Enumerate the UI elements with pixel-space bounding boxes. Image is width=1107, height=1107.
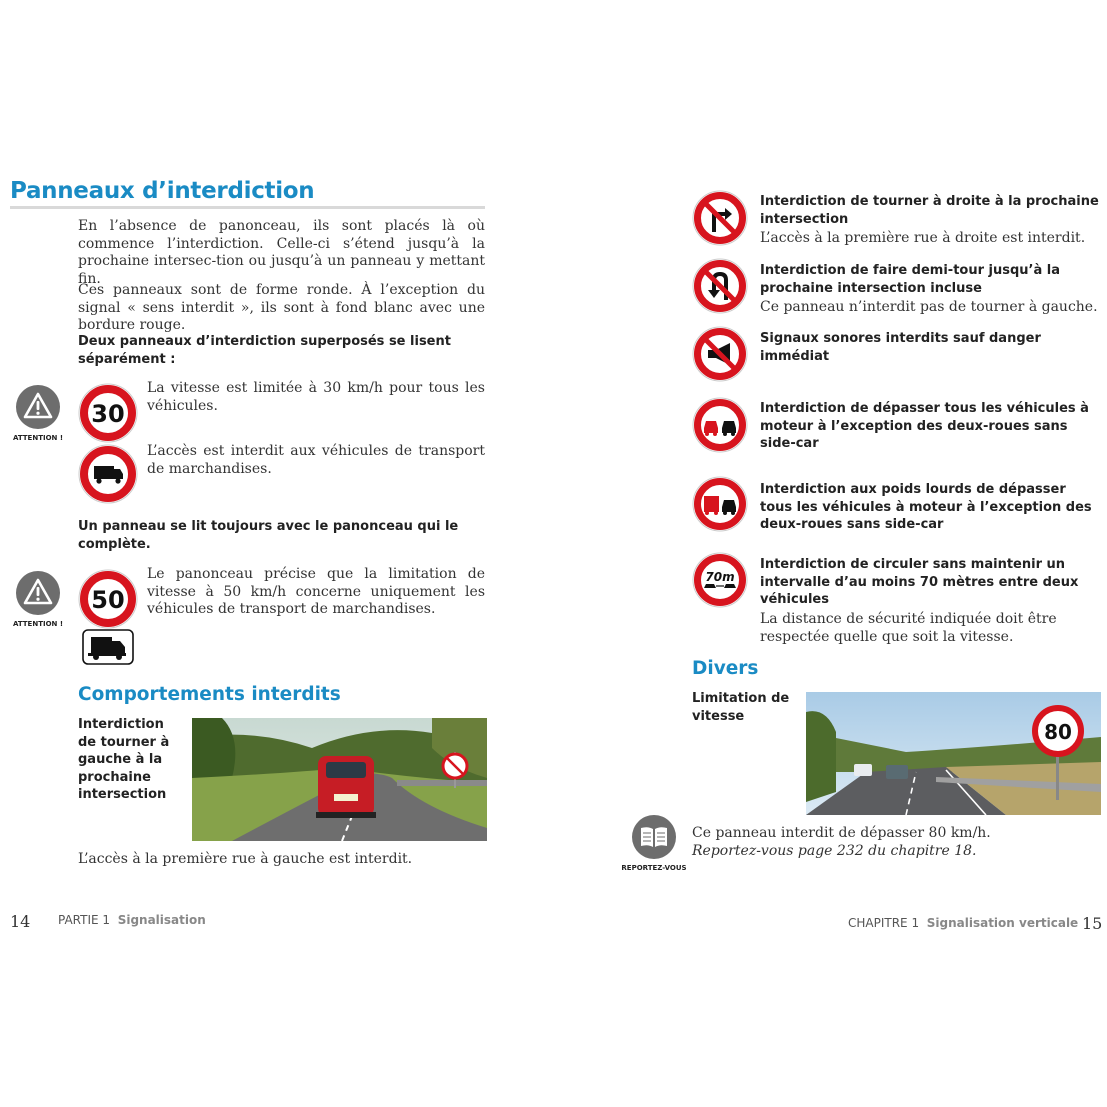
attention-icon [15, 570, 61, 616]
sign-title-1: Interdiction de tourner à droite à la prochaine intersection [760, 194, 1099, 227]
sign-title-6: Interdiction de circuler sans maintenir un intervalle d’au moins 70 mètres entre deux véhicules [760, 557, 1079, 607]
road-photo-speed-limit [806, 692, 1101, 815]
attention-icon [15, 384, 61, 430]
sign-30-text: La vitesse est limitée à 30 km/h pour tous les véhicules. [147, 380, 485, 414]
page-number-left: 14 [10, 912, 31, 931]
footer-chapter: CHAPITRE 1 [848, 916, 920, 930]
sign-title-4: Interdiction de dépasser tous les véhicules à moteur à l’exception des deux-roues sans side-car [760, 401, 1089, 451]
no-trucks-sign [78, 444, 138, 504]
sign-text-6: La distance de sécurité indiquée doit être respectée quelle que soit la vitesse. [760, 611, 1057, 645]
sign-title-3: Signaux sonores interdits sauf danger immédiat [760, 331, 1041, 364]
page-number-right: 15 [1082, 914, 1103, 933]
note-text: Ce panneau interdit de dépasser 80 km/h. [692, 825, 991, 841]
comportements-heading: Comportements interdits [78, 684, 341, 705]
intro-paragraph-1: En l’absence de panonceau, ils sont placés là où commence l’interdiction. Celle-ci s’étend jusqu’à la prochaine intersec-tion ou jusqu’à un panneau y mettant fin. [78, 218, 485, 287]
no-right-turn-sign [692, 190, 748, 246]
reportez-label: REPORTEZ-VOUS [621, 864, 687, 872]
attention-label: ATTENTION ! [12, 620, 64, 628]
trucks-no-overtaking-sign [692, 476, 748, 532]
no-u-turn-sign [692, 258, 748, 314]
road-photo-left-turn [192, 718, 487, 841]
footer-chapter-title: Signalisation verticale [926, 916, 1079, 930]
speed-limit-30-sign [78, 383, 138, 443]
sign-title-2: Interdiction de faire demi-tour jusqu’à la prochaine intersection incluse [760, 263, 1061, 296]
svg-text:50: 50 [91, 586, 125, 614]
sign-text-2: Ce panneau n’interdit pas de tourner à gauche. [760, 299, 1098, 315]
divers-heading: Divers [692, 658, 759, 679]
no-overtaking-sign [692, 397, 748, 453]
no-horn-sign [692, 326, 748, 382]
sign-text-1: L’accès à la première rue à droite est interdit. [760, 230, 1086, 246]
sign-50-text: Le panonceau précise que la limitation de vitesse à 50 km/h concerne uniquement les véhicules de transport de marchandises. [147, 566, 485, 617]
minimum-distance-sign [692, 552, 748, 608]
intro-paragraph-2: Ces panneaux sont de forme ronde. À l’exception du signal « sens interdit », ils sont à fond blanc avec une bordure rouge. [78, 282, 485, 333]
footer-part: PARTIE 1 [58, 913, 111, 927]
speed-limit-label: Limitation de vitesse [692, 691, 790, 724]
truck-sign-text: L’accès est interdit aux véhicules de transport de marchandises. [147, 443, 485, 477]
speed-limit-50-sign [78, 569, 138, 629]
svg-text:80: 80 [1044, 720, 1072, 744]
page-title: Panneaux d’interdiction [10, 178, 315, 204]
book-icon [631, 814, 677, 860]
footer-section: Signalisation [117, 913, 206, 927]
superposed-heading: Deux panneaux d’interdiction superposés se lisent séparément : [78, 334, 451, 367]
sign-title-5: Interdiction aux poids lourds de dépasser tous les véhicules à moteur à l’exception des deux-roues sans side-car [760, 482, 1092, 532]
attention-label: ATTENTION ! [12, 434, 64, 442]
left-turn-label: Interdiction de tourner à gauche à la prochaine intersection [78, 717, 170, 802]
note-reference: Reportez-vous page 232 du chapitre 18. [692, 843, 977, 859]
panonceau-heading: Un panneau se lit toujours avec le panonceau qui le complète. [78, 519, 459, 552]
footer-right [848, 916, 1078, 930]
footer-left [58, 913, 206, 927]
svg-text:30: 30 [91, 400, 125, 428]
left-turn-text: L’accès à la première rue à gauche est interdit. [78, 851, 413, 867]
svg-text:70m: 70m [705, 570, 735, 584]
title-underline [10, 206, 485, 209]
truck-panonceau [82, 629, 134, 665]
